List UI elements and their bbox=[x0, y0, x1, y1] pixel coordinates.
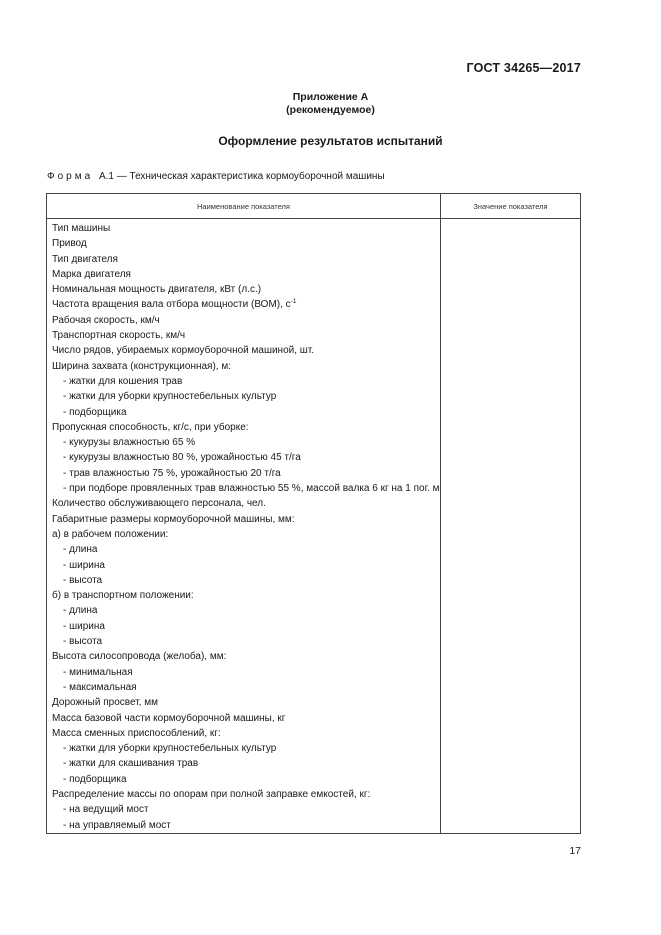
table-row bbox=[47, 481, 581, 496]
table-row bbox=[47, 818, 581, 834]
table-row bbox=[47, 619, 581, 634]
table-row bbox=[47, 420, 581, 435]
parameter-value-cell bbox=[441, 665, 581, 680]
parameter-value-cell bbox=[441, 512, 581, 527]
table-row bbox=[47, 359, 581, 374]
unit-exponent: -1 bbox=[290, 298, 297, 306]
parameter-value-cell bbox=[441, 481, 581, 496]
table-row bbox=[47, 252, 581, 267]
parameter-name-cell bbox=[47, 313, 441, 328]
parameter-name-text: - высота bbox=[63, 574, 103, 586]
table-row bbox=[47, 588, 581, 603]
parameter-value-cell bbox=[441, 787, 581, 802]
parameter-name-cell bbox=[47, 573, 441, 588]
parameter-name-text: Распределение массы по опорам при полной заправке емкостей, кг: bbox=[52, 788, 371, 800]
parameter-name-text: - подборщика bbox=[63, 406, 127, 418]
parameter-value-cell bbox=[441, 343, 581, 358]
form-caption-prefix: Форма bbox=[47, 171, 94, 182]
table-row bbox=[47, 405, 581, 420]
parameter-name-text: Масса базовой части кормоуборочной машины, кг bbox=[52, 712, 286, 724]
parameter-value-cell bbox=[441, 389, 581, 404]
parameter-name-cell bbox=[47, 252, 441, 267]
parameter-name-cell bbox=[47, 512, 441, 527]
table-row bbox=[47, 512, 581, 527]
table-row bbox=[47, 772, 581, 787]
parameter-name-text: - ширина bbox=[63, 559, 105, 571]
table-row bbox=[47, 741, 581, 756]
parameter-name-cell bbox=[47, 756, 441, 771]
parameter-name-text: Количество обслуживающего персонала, чел. bbox=[52, 498, 266, 510]
table-row bbox=[47, 328, 581, 343]
parameter-name-text: а) в рабочем положении: bbox=[52, 528, 169, 540]
parameter-name-cell bbox=[47, 711, 441, 726]
table-row bbox=[47, 527, 581, 542]
parameter-name-text: - длина bbox=[63, 605, 98, 617]
table-row bbox=[47, 558, 581, 573]
parameter-name-text: Рабочая скорость, км/ч bbox=[52, 314, 160, 326]
parameter-value-cell bbox=[441, 267, 581, 282]
parameter-value-cell bbox=[441, 695, 581, 710]
table-row bbox=[47, 634, 581, 649]
table-row bbox=[47, 435, 581, 450]
parameter-value-cell bbox=[441, 756, 581, 771]
table-row bbox=[47, 236, 581, 251]
parameter-name-text: Высота силосопровода (желоба), мм: bbox=[52, 651, 227, 663]
parameter-value-cell bbox=[441, 634, 581, 649]
parameter-name-text: Привод bbox=[52, 238, 87, 250]
table-row bbox=[47, 313, 581, 328]
parameter-value-cell bbox=[441, 619, 581, 634]
parameter-name-text: - максимальная bbox=[63, 681, 137, 693]
parameter-name-cell bbox=[47, 558, 441, 573]
parameter-value-cell bbox=[441, 405, 581, 420]
parameter-name-cell bbox=[47, 236, 441, 251]
parameter-value-cell bbox=[441, 297, 581, 312]
parameter-name-cell bbox=[47, 450, 441, 465]
parameter-value-cell bbox=[441, 603, 581, 618]
parameter-name-text: Число рядов, убираемых кормоуборочной машиной, шт. bbox=[52, 345, 315, 357]
parameter-value-cell bbox=[441, 359, 581, 374]
parameter-name-text: Пропускная способность, кг/с, при уборке: bbox=[52, 421, 249, 433]
parameter-value-cell bbox=[441, 649, 581, 664]
table-row bbox=[47, 343, 581, 358]
parameter-name-cell bbox=[47, 726, 441, 741]
parameter-name-cell bbox=[47, 282, 441, 297]
table-row bbox=[47, 711, 581, 726]
table-row bbox=[47, 603, 581, 618]
parameter-name-cell bbox=[47, 343, 441, 358]
parameter-name-text: Тип машины bbox=[52, 223, 111, 234]
parameter-name-cell bbox=[47, 619, 441, 634]
table-row bbox=[47, 573, 581, 588]
parameter-name-cell bbox=[47, 695, 441, 710]
table-row bbox=[47, 695, 581, 710]
parameter-name-cell bbox=[47, 527, 441, 542]
parameter-name-cell bbox=[47, 267, 441, 282]
parameter-name-text: Частота вращения вала отбора мощности (ВОМ), с bbox=[52, 299, 291, 311]
parameter-name-cell bbox=[47, 219, 441, 237]
parameter-value-cell bbox=[441, 374, 581, 389]
table-row bbox=[47, 450, 581, 465]
parameter-name-cell bbox=[47, 435, 441, 450]
table-row bbox=[47, 219, 581, 237]
parameter-value-cell bbox=[441, 527, 581, 542]
parameter-value-cell bbox=[441, 741, 581, 756]
parameter-name-cell bbox=[47, 741, 441, 756]
parameter-value-cell bbox=[441, 420, 581, 435]
parameter-name-text: - подборщика bbox=[63, 773, 127, 785]
parameter-name-cell bbox=[47, 496, 441, 511]
parameter-value-cell bbox=[441, 680, 581, 695]
parameter-name-cell bbox=[47, 481, 441, 496]
parameter-name-cell bbox=[47, 787, 441, 802]
parameter-value-cell bbox=[441, 726, 581, 741]
parameter-name-text: Тип двигателя bbox=[52, 253, 118, 265]
table-row bbox=[47, 389, 581, 404]
page-number: 17 bbox=[569, 845, 581, 857]
parameter-name-text: Транспортная скорость, км/ч bbox=[52, 330, 186, 342]
parameter-value-cell bbox=[441, 542, 581, 557]
document-title: Оформление результатов испытаний bbox=[218, 134, 443, 148]
parameter-name-cell bbox=[47, 466, 441, 481]
parameter-name-cell bbox=[47, 603, 441, 618]
parameter-name-text: б) в транспортном положении: bbox=[52, 590, 194, 602]
table-body bbox=[47, 219, 581, 834]
parameter-name-text: - жатки для уборки крупностебельных культур bbox=[63, 391, 277, 403]
table-row bbox=[47, 665, 581, 680]
parameter-value-cell bbox=[441, 588, 581, 603]
parameter-name-text: - жатки для уборки крупностебельных культур bbox=[63, 743, 277, 755]
parameter-value-cell bbox=[441, 772, 581, 787]
annex-status: (рекомендуемое) bbox=[286, 104, 375, 116]
parameter-name-text: Марка двигателя bbox=[52, 268, 131, 280]
parameter-name-cell bbox=[47, 359, 441, 374]
table-row bbox=[47, 680, 581, 695]
parameter-name-cell bbox=[47, 374, 441, 389]
parameter-name-cell bbox=[47, 542, 441, 557]
parameter-value-cell bbox=[441, 818, 581, 834]
parameter-name-cell bbox=[47, 634, 441, 649]
parameter-value-cell bbox=[441, 252, 581, 267]
parameter-name-text: - минимальная bbox=[63, 666, 133, 678]
parameter-name-cell bbox=[47, 328, 441, 343]
parameter-value-cell bbox=[441, 282, 581, 297]
table-row bbox=[47, 542, 581, 557]
parameter-value-cell bbox=[441, 450, 581, 465]
parameter-name-cell bbox=[47, 405, 441, 420]
parameter-name-cell bbox=[47, 297, 441, 312]
column-header-name: Наименование показателя bbox=[47, 194, 441, 219]
parameter-name-text: - жатки для скашивания трав bbox=[63, 758, 199, 770]
table-row bbox=[47, 726, 581, 741]
table-row bbox=[47, 756, 581, 771]
parameter-name-text: - на управляемый мост bbox=[63, 819, 171, 831]
table-row bbox=[47, 787, 581, 802]
parameter-name-text: - жатки для кошения трав bbox=[63, 375, 183, 387]
parameter-name-text: Дорожный просвет, мм bbox=[52, 697, 158, 709]
parameter-name-cell bbox=[47, 772, 441, 787]
parameter-name-cell bbox=[47, 680, 441, 695]
parameter-name-cell bbox=[47, 665, 441, 680]
parameter-value-cell bbox=[441, 573, 581, 588]
parameter-name-text: Номинальная мощность двигателя, кВт (л.с.) bbox=[52, 284, 262, 296]
parameter-name-text: - при подборе провяленных трав влажностью 55 %, массой валка 6 кг на 1 пог. м bbox=[63, 483, 440, 495]
table-row bbox=[47, 496, 581, 511]
form-caption bbox=[47, 171, 385, 182]
characteristics-table bbox=[46, 193, 581, 834]
parameter-value-cell bbox=[441, 236, 581, 251]
parameter-value-cell bbox=[441, 466, 581, 481]
parameter-name-cell bbox=[47, 389, 441, 404]
parameter-value-cell bbox=[441, 802, 581, 817]
parameter-value-cell bbox=[441, 328, 581, 343]
parameter-name-cell bbox=[47, 588, 441, 603]
form-caption-text: А.1 — Техническая характеристика кормоуборочной машины bbox=[98, 171, 385, 182]
parameter-name-cell bbox=[47, 420, 441, 435]
parameter-name-text: - трав влажностью 75 %, урожайностью 20 т/га bbox=[63, 467, 281, 479]
annex-heading bbox=[0, 91, 661, 117]
table-row bbox=[47, 466, 581, 481]
parameter-value-cell bbox=[441, 435, 581, 450]
table-header-row bbox=[47, 194, 581, 219]
parameter-value-cell bbox=[441, 313, 581, 328]
parameter-value-cell bbox=[441, 558, 581, 573]
parameter-value-cell bbox=[441, 219, 581, 237]
parameter-name-text: - кукурузы влажностью 65 % bbox=[63, 437, 196, 449]
parameter-name-text: Ширина захвата (конструкционная), м: bbox=[52, 360, 231, 372]
annex-title: Приложение А bbox=[292, 91, 369, 103]
parameter-name-text: - на ведущий мост bbox=[63, 804, 149, 816]
parameter-name-text: - высота bbox=[63, 636, 103, 648]
table-row bbox=[47, 374, 581, 389]
parameter-value-cell bbox=[441, 496, 581, 511]
parameter-name-text: - кукурузы влажностью 80 %, урожайностью 45 т/га bbox=[63, 452, 301, 464]
parameter-name-text: Габаритные размеры кормоуборочной машины, мм: bbox=[52, 513, 295, 525]
parameter-name-text: - длина bbox=[63, 544, 98, 556]
table-row bbox=[47, 267, 581, 282]
parameter-name-cell bbox=[47, 818, 441, 834]
table-row bbox=[47, 649, 581, 664]
table-row bbox=[47, 297, 581, 312]
table-row bbox=[47, 802, 581, 817]
table-row bbox=[47, 282, 581, 297]
standard-code: ГОСТ 34265—2017 bbox=[466, 61, 581, 75]
column-header-value: Значение показателя bbox=[441, 194, 581, 219]
parameter-name-cell bbox=[47, 649, 441, 664]
parameter-name-text: Масса сменных приспособлений, кг: bbox=[52, 727, 221, 739]
parameter-name-cell bbox=[47, 802, 441, 817]
parameter-name-text: - ширина bbox=[63, 620, 105, 632]
parameter-value-cell bbox=[441, 711, 581, 726]
